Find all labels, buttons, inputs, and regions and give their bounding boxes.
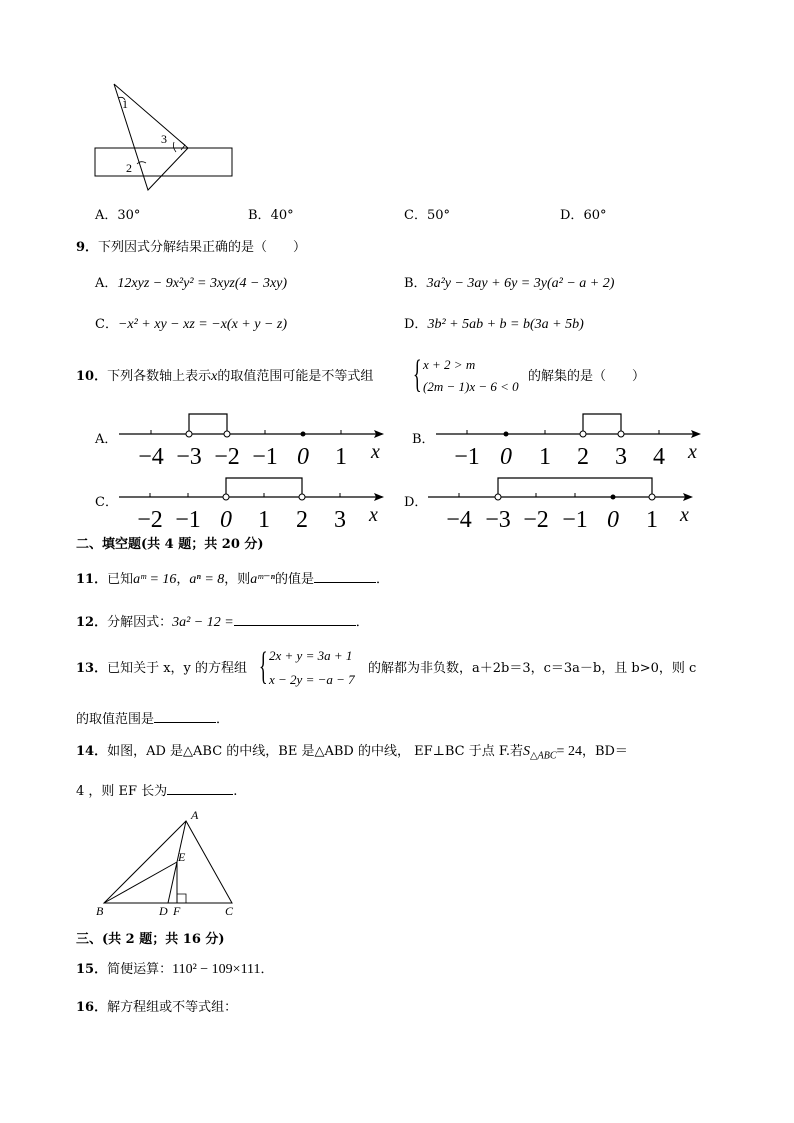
q10-option-a-letter: A． xyxy=(95,432,118,447)
q13-system-line2: x − 2y = −a − 7 xyxy=(269,672,355,687)
svg-text:2: 2 xyxy=(577,444,589,470)
q13-system-brace: { xyxy=(259,644,268,688)
q8-option-b: B．40° xyxy=(248,208,294,223)
q8-option-d: D．60° xyxy=(560,208,607,223)
svg-text:0: 0 xyxy=(607,507,619,533)
q10-numberline-b xyxy=(432,410,707,470)
q14-triangle-abc xyxy=(104,821,232,903)
q13-line2: 的取值范围是 ． xyxy=(76,708,229,728)
svg-text:−2: −2 xyxy=(214,444,240,470)
q8-option-c: C．50° xyxy=(404,208,450,223)
q10-option-d-letter: D． xyxy=(404,495,428,510)
svg-text:1: 1 xyxy=(335,444,347,470)
q14-label-a: A xyxy=(191,808,199,822)
svg-text:1: 1 xyxy=(646,507,658,533)
svg-text:−1: −1 xyxy=(252,444,278,470)
q14-right-angle-mark xyxy=(177,894,186,903)
svg-text:x: x xyxy=(369,504,378,526)
svg-text:x: x xyxy=(688,441,697,463)
svg-text:−1: −1 xyxy=(454,444,480,470)
q14-label-f: F xyxy=(173,904,181,918)
q10-d-interval xyxy=(498,478,652,494)
q8-option-a: A．30° xyxy=(95,208,141,223)
q8-label-1: 1 xyxy=(122,97,128,111)
q14-answer-blank[interactable] xyxy=(167,780,233,795)
q14-label-d: D xyxy=(159,904,168,918)
q13-system-line1: 2x + y = 3a + 1 xyxy=(269,648,353,663)
q14-line1: 14．如图，AD 是△ABC 的中线，BE 是△ABD 的中线， EF⊥BC 于点 F.若$S_{\triangle ABC}= 24$，BD＝ xyxy=(76,744,628,762)
q10-b-interval xyxy=(583,414,621,431)
q13-line1a: 13．已知关于 x，y 的方程组 xyxy=(76,661,248,676)
q9-option-b: B．3a²y − 3ay + 6y = 3y(a² − a + 2) xyxy=(404,276,615,291)
q9-stem: 9．下列因式分解结果正确的是（ ） xyxy=(76,240,307,255)
q8-label-3: 3 xyxy=(161,132,167,146)
q14-label-e: E xyxy=(178,850,186,864)
svg-text:−2: −2 xyxy=(523,507,549,533)
q8-rectangle xyxy=(95,148,232,176)
svg-text:−2: −2 xyxy=(137,507,163,533)
q14-median-be xyxy=(104,862,177,903)
svg-text:0: 0 xyxy=(500,444,512,470)
q11-answer-blank[interactable] xyxy=(314,568,376,583)
q8-angle3-arc xyxy=(173,142,176,152)
svg-text:0: 0 xyxy=(220,507,232,533)
q10-system-line2: (2m − 1)x − 6 < 0 xyxy=(423,379,519,394)
q10-numberline-d xyxy=(424,473,699,533)
svg-text:−1: −1 xyxy=(562,507,588,533)
q10-a-interval xyxy=(189,414,227,431)
q14-label-c: C xyxy=(225,904,234,918)
svg-text:x: x xyxy=(371,441,380,463)
svg-text:x: x xyxy=(680,504,689,526)
q10-c-interval xyxy=(226,478,302,494)
q10-numberline-c xyxy=(115,473,390,533)
q10-numberline-a xyxy=(115,410,390,470)
q9-option-c: C．−x² + xy − xz = −x(x + y − z) xyxy=(95,317,287,332)
svg-text:3: 3 xyxy=(615,444,627,470)
q16: 16．解方程组或不等式组： xyxy=(76,1000,238,1015)
q15: 15．简便运算：110² − 109×111． xyxy=(76,962,274,977)
svg-text:−4: −4 xyxy=(138,444,164,470)
svg-text:2: 2 xyxy=(296,507,308,533)
svg-text:−3: −3 xyxy=(176,444,202,470)
q12-answer-blank[interactable] xyxy=(234,611,356,626)
svg-text:4: 4 xyxy=(653,444,665,470)
q9-option-a: A．12xyz − 9x²y² = 3xyz(4 − 3xy) xyxy=(95,276,288,291)
q14-line2: 4 ，则 EF 长为 . xyxy=(76,780,237,800)
q13-line1b: 的解都为非负数，a＋2b＝3，c＝3a－b，且 b>0，则 c xyxy=(368,661,697,676)
q13-answer-blank[interactable] xyxy=(154,708,216,723)
svg-text:0: 0 xyxy=(297,444,309,470)
q10-stem-a: 10．下列各数轴上表示x的取值范围可能是不等式组 xyxy=(76,369,374,384)
q12: 12．分解因式：3a² − 12 = ． xyxy=(76,611,369,631)
q10-system-line1: x + 2 > m xyxy=(423,357,476,372)
q8-angle2-arc xyxy=(137,162,146,164)
q10-stem-c: 的解集的是（ ） xyxy=(528,369,646,384)
svg-text:−1: −1 xyxy=(175,507,201,533)
q8-label-2: 2 xyxy=(126,161,132,175)
svg-text:−4: −4 xyxy=(446,507,472,533)
svg-text:1: 1 xyxy=(258,507,270,533)
svg-text:1: 1 xyxy=(539,444,551,470)
q10-system-brace: { xyxy=(413,352,422,396)
section3-title: 三、(共 2 题；共 16 分) xyxy=(76,932,225,947)
svg-text:3: 3 xyxy=(334,507,346,533)
q9-option-d: D．3b² + 5ab + b = b(3a + 5b) xyxy=(404,317,584,332)
section2-title: 二、填空题(共 4 题；共 20 分) xyxy=(76,537,264,552)
q10-option-b-letter: B． xyxy=(412,432,435,447)
svg-text:−3: −3 xyxy=(485,507,511,533)
q10-option-c-letter: C． xyxy=(95,495,118,510)
q8-figure xyxy=(90,80,240,192)
q14-label-b: B xyxy=(96,904,104,918)
q11: 11．已知aᵐ = 16，aⁿ = 8，则aᵐ⁻ⁿ的值是 ． xyxy=(76,568,389,588)
q14-figure xyxy=(90,805,250,920)
